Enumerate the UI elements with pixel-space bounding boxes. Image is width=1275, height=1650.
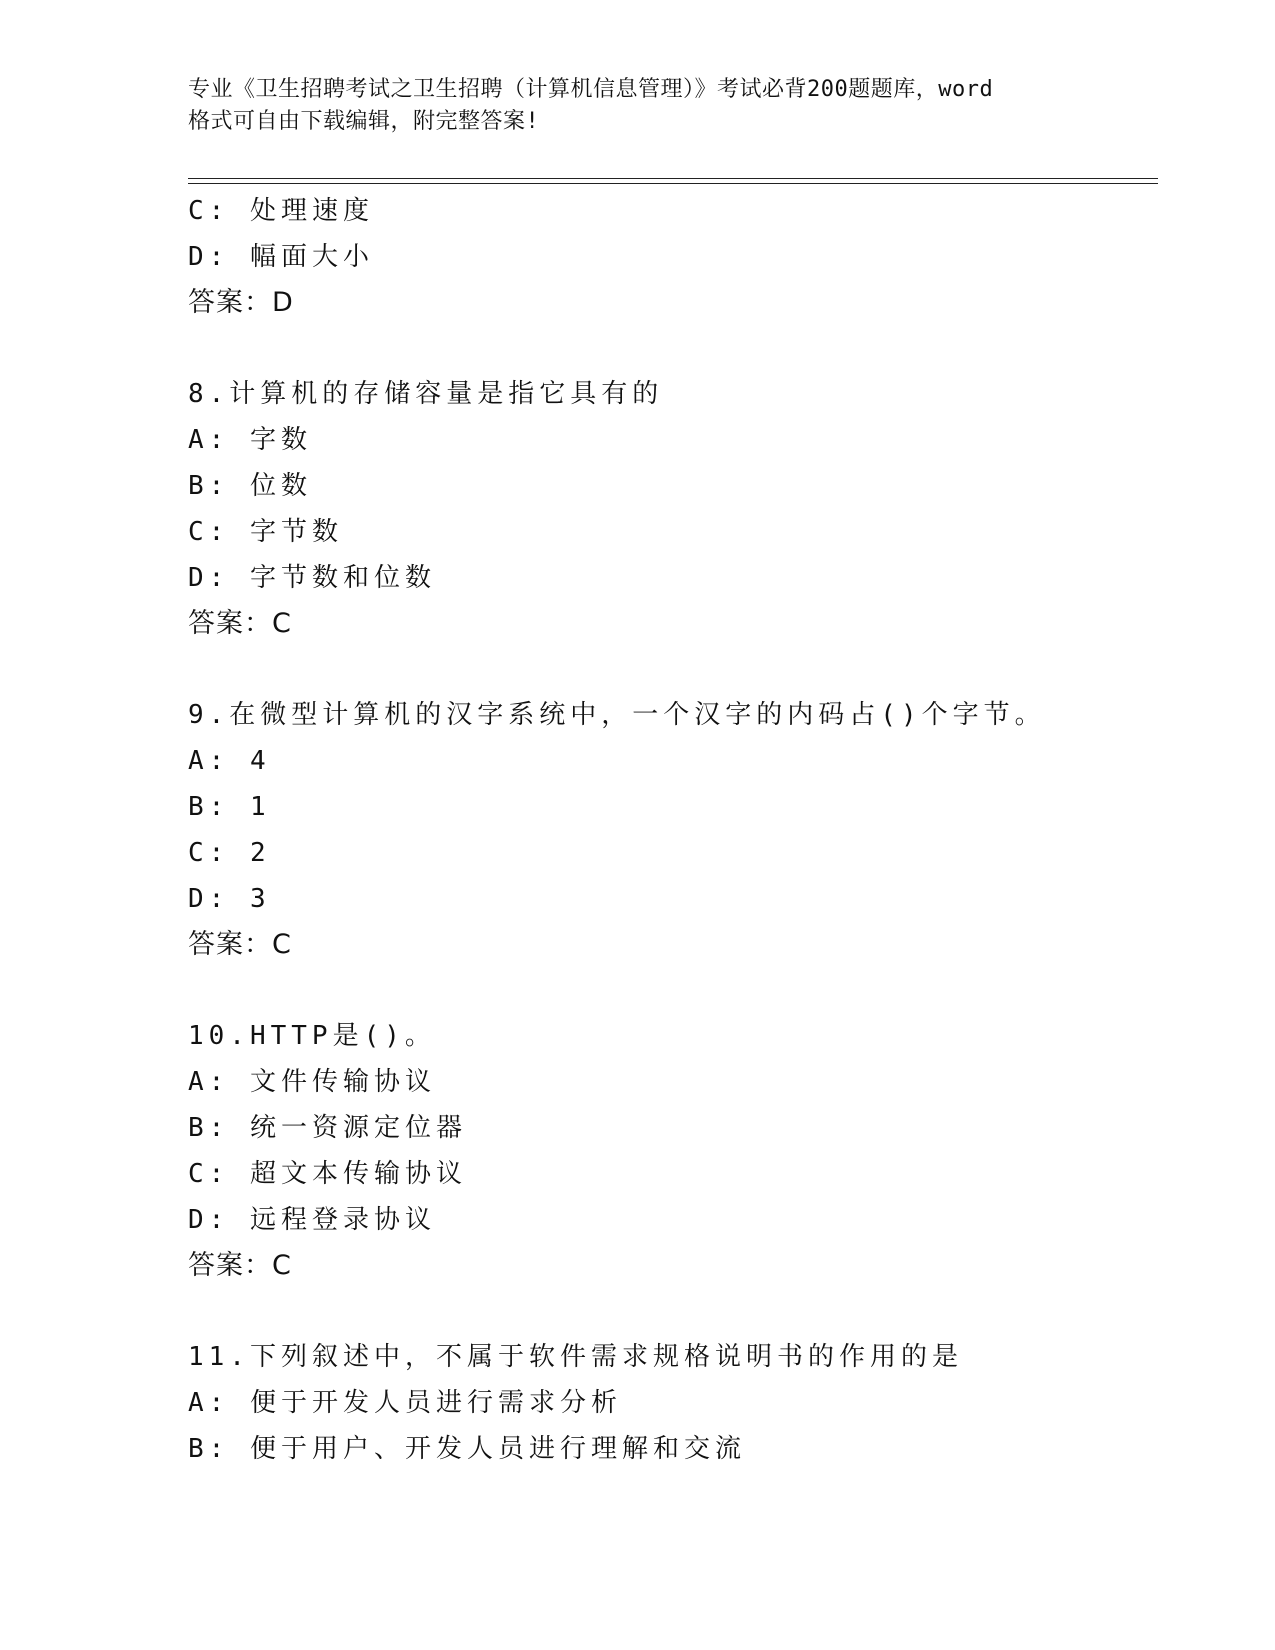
- option-a: A: 字数: [188, 425, 312, 455]
- question-10: [188, 1013, 1168, 1289]
- answer: 答案：C: [188, 929, 292, 960]
- question-list: [188, 188, 1168, 1472]
- option-a: A: 便于开发人员进行需求分析: [188, 1388, 622, 1418]
- option-d: D: 远程登录协议: [188, 1205, 436, 1235]
- option-c: C: 2: [188, 838, 271, 868]
- question-8: [188, 371, 1168, 647]
- question-text: 9.在微型计算机的汉字系统中，一个汉字的内码占()个字节。: [188, 700, 1046, 730]
- option-b: B: 便于用户、开发人员进行理解和交流: [188, 1434, 746, 1464]
- option-d: D: 字节数和位数: [188, 563, 436, 593]
- header-divider-top: [188, 178, 1158, 179]
- option-d: D: 3: [188, 884, 271, 914]
- header-divider-bottom: [188, 183, 1158, 184]
- question-text: 10.HTTP是()。: [188, 1021, 436, 1051]
- question-9: [188, 692, 1168, 968]
- option-c: C: 字节数: [188, 517, 343, 547]
- option-c: C: 处理速度: [188, 196, 374, 226]
- answer: 答案：D: [188, 287, 294, 318]
- option-d: D: 幅面大小: [188, 242, 374, 272]
- option-b: B: 位数: [188, 471, 312, 501]
- option-a: A: 文件传输协议: [188, 1067, 436, 1097]
- option-b: B: 1: [188, 792, 271, 822]
- question-11: [188, 1334, 1168, 1472]
- partial-question: [188, 188, 1168, 326]
- answer: 答案：C: [188, 608, 292, 639]
- question-text: 11.下列叙述中，不属于软件需求规格说明书的作用的是: [188, 1342, 963, 1372]
- document-header: [188, 74, 1108, 138]
- answer: 答案：C: [188, 1250, 292, 1281]
- option-a: A: 4: [188, 746, 271, 776]
- question-text: 8.计算机的存储容量是指它具有的: [188, 379, 664, 409]
- header-line-2: 格式可自由下载编辑，附完整答案!: [188, 109, 540, 134]
- header-line-1: 专业《卫生招聘考试之卫生招聘（计算机信息管理）》考试必背200题题库，word: [188, 77, 994, 102]
- option-b: B: 统一资源定位器: [188, 1113, 467, 1143]
- option-c: C: 超文本传输协议: [188, 1159, 467, 1189]
